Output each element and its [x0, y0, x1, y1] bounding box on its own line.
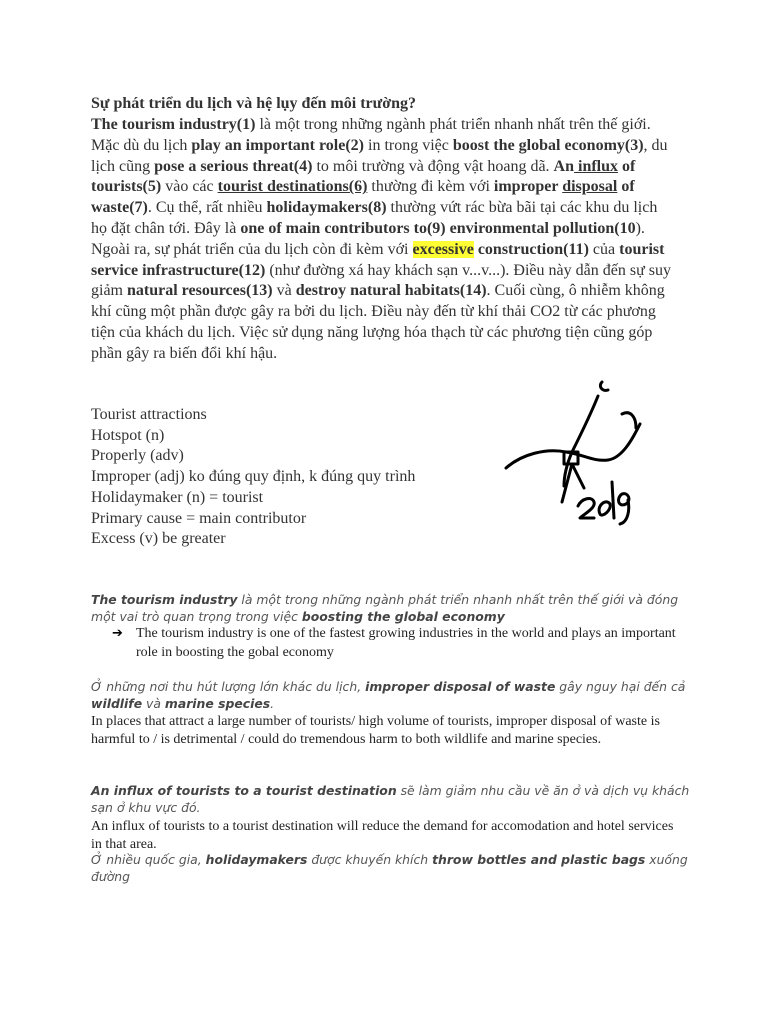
- vocab-item: Properly (adv): [91, 447, 184, 465]
- text-run: (như đường xá hay khách sạn v...v...). Điều này dẫn đến sự suy giảm: [91, 261, 671, 300]
- text-run: .: [270, 696, 275, 711]
- vocabulary-list: [91, 405, 511, 550]
- english-translation-3: An influx of tourists to a tourist destination will reduce the demand for accomodation and hotel services in that area.: [91, 819, 674, 852]
- vocab-item: Tourist attractions: [91, 406, 207, 423]
- vietnamese-sentence-2: [91, 678, 691, 712]
- text-run: . Cuối cùng, ô nhiễm không khí cũng một phần được gây ra bởi du lịch. Điều này đến từ khí thải CO2 từ các phương tiện của khách du lịch. Việc sử dụng năng lượng hóa thạch từ các phương tiện cũng góp phần gây ra biến đổi khí hậu.: [91, 282, 665, 362]
- text-run: tourist service infrastructure(12): [91, 240, 665, 279]
- intro-paragraph: [91, 115, 677, 365]
- text-run: , du lịch cũng: [91, 136, 668, 175]
- vocab-item: Hotspot (n): [91, 426, 165, 444]
- text-run: of tourists(5): [91, 157, 636, 196]
- text-run: throw bottles and plastic bags: [432, 852, 646, 867]
- text-run: gây nguy hại đến cả: [555, 679, 686, 694]
- text-run: ). Ngoài ra, sự phát triển của du lịch còn đi kèm với: [91, 219, 645, 258]
- vocab-item: Holidaymaker (n) = tourist: [91, 488, 264, 506]
- text-run: of waste(7): [91, 178, 635, 217]
- text-run: pose a serious threat(4): [154, 157, 313, 175]
- text-run: là một trong những ngành phát triển nhanh nhất trên thế giới và đóng một vai trò quan trọng trong việc: [91, 592, 679, 624]
- text-run: holidaymakers(8): [266, 199, 387, 217]
- vocab-item: Improper (adj) ko đúng quy định, k đúng quy trình: [91, 468, 416, 486]
- vietnamese-sentence-1: [91, 591, 691, 625]
- right-arrow-icon: ➔: [112, 626, 123, 641]
- text-run: play an important role(2): [191, 136, 365, 154]
- text-run: in trong việc: [364, 136, 453, 154]
- text-run: wildlife: [91, 696, 143, 711]
- text-run: holidaymakers: [205, 852, 308, 867]
- text-run: của: [588, 240, 620, 258]
- text-run: An: [553, 157, 574, 175]
- text-run: to môi trường và động vật hoang dã.: [312, 157, 554, 175]
- text-run: boosting the global economy: [301, 609, 505, 624]
- vietnamese-sentence-4: [91, 851, 691, 885]
- text-run: influx: [574, 157, 619, 175]
- text-run: thường đi kèm với: [367, 178, 494, 196]
- text-run: và: [142, 696, 165, 711]
- text-run: The tourism industry(1): [91, 116, 256, 133]
- text-run: An influx of tourists to a tourist destination: [91, 783, 397, 798]
- text-run: tourist destinations(6): [217, 178, 368, 196]
- text-run: natural resources(13): [127, 282, 273, 300]
- text-run: marine species: [164, 696, 271, 711]
- text-run: thường vứt rác bừa bãi tại các khu du lịch họ đặt chân tới. Đây là: [91, 199, 658, 237]
- vocab-item: Primary cause = main contributor: [91, 509, 307, 527]
- handwritten-signature: [498, 372, 658, 532]
- english-translation-2: In places that attract a large number of tourists/ high volume of tourists, improper disposal of waste is harmful to / is detrimental / could do tremendous harm to both wildlife and marine species.: [91, 714, 660, 747]
- text-run: . Cụ thể, rất nhiều: [147, 199, 267, 217]
- text-run: construction(11): [473, 240, 589, 258]
- text-run: excessive: [412, 240, 474, 258]
- text-run: The tourism industry: [91, 592, 238, 607]
- text-run: và: [272, 282, 296, 300]
- text-run: xuống đường: [91, 852, 688, 884]
- text-run: vào các: [161, 178, 218, 196]
- text-run: được khuyến khích: [307, 852, 433, 867]
- text-run: boost the global economy(3): [452, 136, 644, 154]
- text-run: Ở những nơi thu hút lượng lớn khác du lịch,: [91, 679, 366, 694]
- text-run: là một trong những ngành phát triển nhanh nhất trên thế giới. Mặc dù du lịch: [91, 116, 651, 154]
- text-run: improper disposal of waste: [365, 679, 556, 694]
- document-title: Sự phát triển du lịch và hệ lụy đến môi trường?: [91, 95, 416, 112]
- text-run: one of main contributors to(9) environmental pollution(10: [240, 219, 636, 237]
- text-run: disposal: [562, 178, 618, 196]
- vocab-item: Excess (v) be greater: [91, 530, 226, 548]
- text-run: sẽ làm giảm nhu cầu về ăn ở và dịch vụ khách sạn ở khu vực đó.: [91, 783, 690, 815]
- text-run: Ở nhiều quốc gia,: [91, 852, 206, 867]
- text-run: improper: [493, 178, 563, 196]
- vietnamese-sentence-3: [91, 782, 691, 816]
- english-translation-1: The tourism industry is one of the fastest growing industries in the world and plays an important role in boosting the gobal economy: [136, 626, 676, 660]
- text-run: destroy natural habitats(14): [295, 282, 487, 300]
